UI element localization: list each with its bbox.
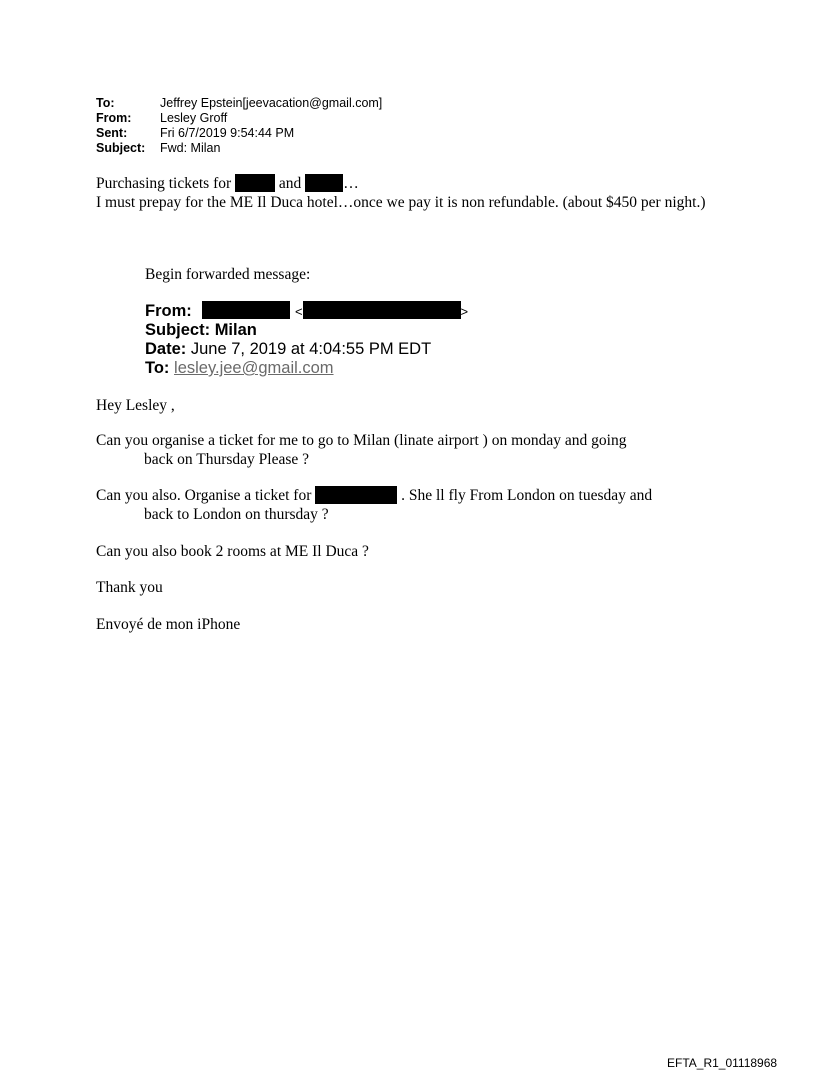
header-from-row [96, 111, 382, 126]
redaction-box [315, 486, 397, 504]
message-paragraph-3: Can you also book 2 rooms at ME Il Duca ? [96, 543, 369, 560]
intro-text-c: … [343, 175, 359, 192]
message-paragraph-1 [96, 431, 716, 469]
header-from-label: From: [96, 111, 132, 125]
forwarded-subject-value: Milan [214, 321, 257, 339]
thanks-line: Thank you [96, 579, 163, 596]
intro-paragraph [96, 174, 706, 212]
intro-line-1 [96, 174, 706, 193]
paragraph-1-line-1: Can you organise a ticket for me to go to Milan (linate airport ) on monday and going [96, 432, 627, 449]
paragraph-2-text-a: Can you also. Organise a ticket for [96, 487, 312, 504]
signature-line: Envoyé de mon iPhone [96, 616, 241, 633]
forwarded-lt: < [294, 304, 303, 319]
forwarded-from-label: From: [145, 302, 192, 320]
redaction-box [305, 174, 343, 192]
header-subject-row [96, 141, 382, 156]
paragraph-2-line-2: back to London on thursday ? [144, 506, 329, 523]
paragraph-1-line-2: back on Thursday Please ? [144, 451, 309, 468]
forwarded-to-email-link[interactable]: lesley.jee@gmail.com [174, 359, 334, 377]
paragraph-2-line-1 [96, 486, 716, 505]
forwarded-to-row [145, 359, 468, 378]
header-to-label: To: [96, 96, 115, 110]
greeting: Hey Lesley , [96, 397, 175, 414]
forwarded-to-label: To: [145, 359, 170, 377]
forwarded-date-row [145, 340, 468, 359]
header-from-value: Lesley Groff [160, 111, 228, 125]
redaction-box [235, 174, 275, 192]
header-sent-label: Sent: [96, 126, 128, 140]
redaction-box [303, 301, 461, 319]
forwarded-subject-label: Subject: [145, 321, 211, 339]
intro-text-a: Purchasing tickets for [96, 175, 232, 192]
header-to-row [96, 96, 382, 111]
intro-text-b: and [278, 175, 302, 192]
header-to-value: Jeffrey Epstein[jeevacation@gmail.com] [160, 96, 383, 110]
forwarded-label: Begin forwarded message: [145, 266, 311, 283]
header-subject-value: Fwd: Milan [160, 141, 221, 155]
header-subject-label: Subject: [96, 141, 146, 155]
paragraph-2-text-b: . She ll fly From London on tuesday and [401, 487, 653, 504]
header-sent-row [96, 126, 382, 141]
forwarded-subject-row [145, 321, 468, 340]
forwarded-from-row [145, 301, 468, 321]
forwarded-date-label: Date: [145, 340, 187, 358]
header-sent-value: Fri 6/7/2019 9:54:44 PM [160, 126, 295, 140]
document-id: EFTA_R1_01118968 [667, 1056, 778, 1070]
forwarded-gt: > [460, 304, 469, 319]
redaction-box [202, 301, 290, 319]
intro-line-2: I must prepay for the ME Il Duca hotel…once we pay it is non refundable. (about $450 per night.) [96, 194, 706, 211]
message-paragraph-2 [96, 486, 716, 524]
forwarded-date-value: June 7, 2019 at 4:04:55 PM EDT [190, 340, 432, 358]
email-header [96, 96, 382, 156]
forwarded-header [145, 301, 468, 378]
